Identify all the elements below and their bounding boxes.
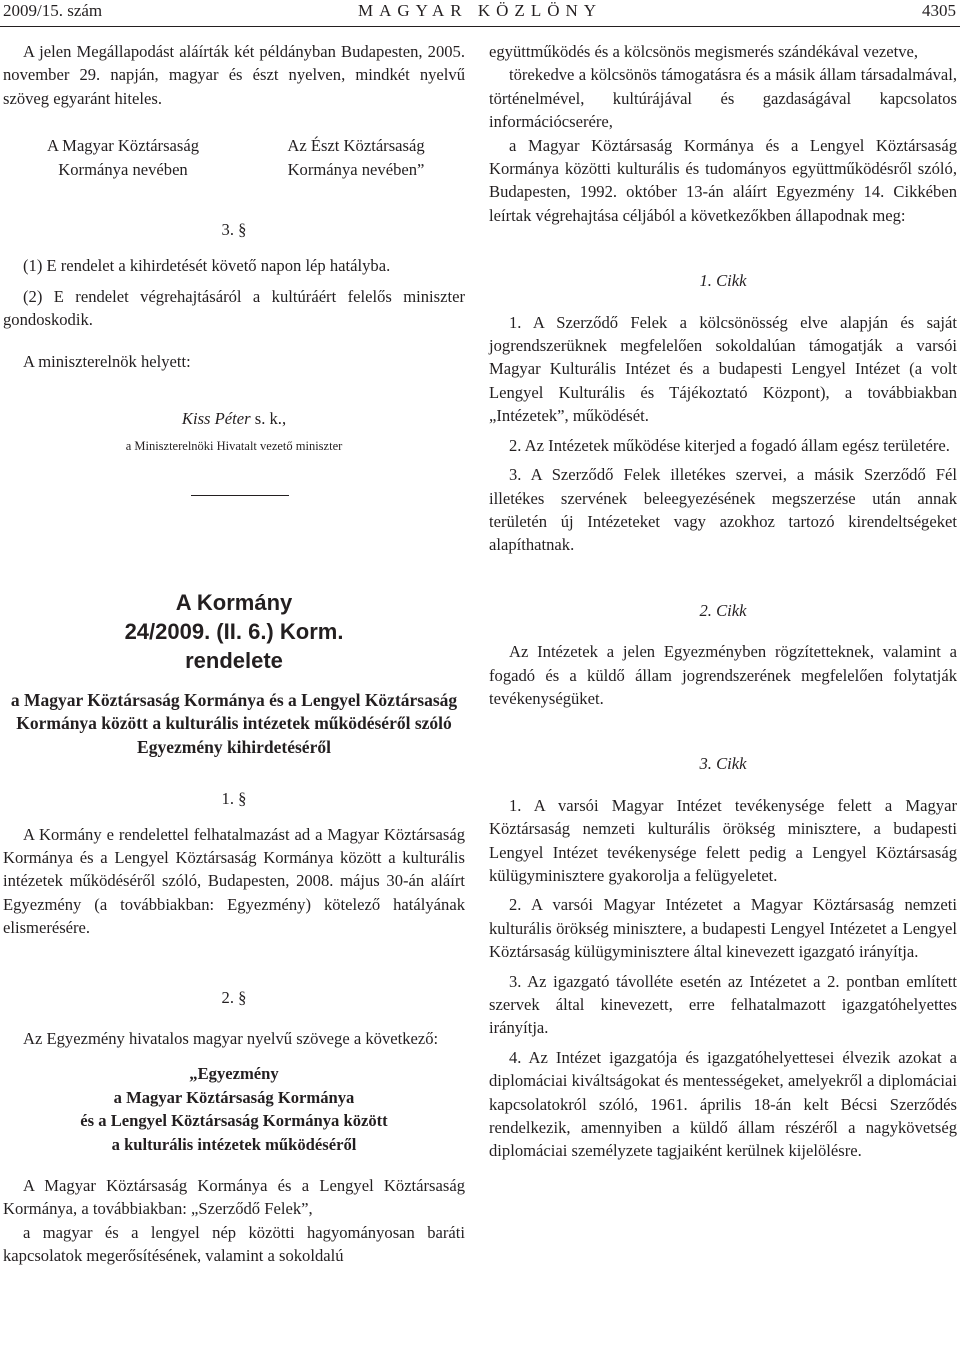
section-3-heading: 3. § — [221, 220, 247, 240]
agreement-title-line3: és a Lengyel Köztársaság Kormánya között — [80, 1111, 388, 1131]
signer-suffix: s. k., — [250, 409, 287, 429]
section-3-paragraph-2: (2) E rendelet végrehajtásáról a kultúráért felelős miniszter gondoskodik. — [3, 287, 465, 330]
journal-title: MAGYAR KÖZLÖNY — [357, 1, 603, 20]
article-3-point-4: 4. Az Intézet igazgatója és igazgatóhelyettesei élvezik azokat a diplomáciai kiváltságokat és mentességeket, amelyekről a diplomáciai kapcsolatokról szóló, 1961. április 18-án kelt Bécsi Szerződés rendelkezik, amennyiben a küldő állam részéről a nagykövetség diplomáciai személyzete tagjaiként kerülnek kijelölésre. — [489, 1047, 957, 1161]
preamble-paragraph-2: a magyar és a lengyel nép közötti hagyományosan baráti kapcsolatok megerősítésének, valamint a sokoldalú — [3, 1222, 465, 1266]
section-1-paragraph: A Kormány e rendelettel felhatalmazást ad a Magyar Köztársaság Kormánya és a Lengyel Köztársaság Kormánya között a kulturális intézetek működéséről szóló, Budapesten, 2008. május 30-án aláírt Egyezmény (a továbbiakban: Egyezmény) kötelező hatályának elismerésére. — [3, 824, 465, 938]
article-1-point-2: 2. Az Intézetek működése kiterjed a fogadó állam egész területére. — [509, 435, 950, 455]
signature-estonia — [251, 134, 461, 181]
section-2-paragraph: Az Egyezmény hivatalos magyar nyelvű szövege a következő: — [23, 1029, 439, 1048]
decree-issuer: A Kormány — [175, 589, 293, 615]
article-3-point-1: 1. A varsói Magyar Intézet tevékenysége felett a Magyar Köztársaság nemzeti kulturális örökség minisztere, a budapesti Lengyel Intézet tevékenysége felett pedig a Lengyel Köztársaság külügyminisztere gyakorolja a felügyeletet. — [489, 795, 957, 885]
agreement-title-line1: „Egyezmény — [189, 1064, 279, 1084]
section-1-heading: 1. § — [221, 789, 247, 809]
agreement-title-line4: a kulturális intézetek működéséről — [111, 1134, 357, 1154]
issue-number: 2009/15. szám — [3, 1, 103, 20]
section-3-paragraph-1: (1) E rendelet a kihirdetését követő napon lép hatályba. — [23, 255, 391, 275]
article-2-paragraph: Az Intézetek a jelen Egyezményben rögzítetteknek, valamint a fogadó és a küldő állam jogrendszerének megfelelően folytatják tevékenységüket. — [489, 642, 957, 708]
deputy-label: A miniszterelnök helyett: — [23, 351, 191, 371]
article-3-heading: 3. Cikk — [699, 754, 747, 774]
continued-paragraph: együttműködés és a kölcsönös megismerés szándékával vezetve, — [489, 42, 918, 61]
article-1-heading: 1. Cikk — [699, 271, 747, 291]
section-2-heading: 2. § — [221, 987, 247, 1007]
preamble-paragraph-3: törekedve a kölcsönös támogatásra és a másik állam társadalmával, történelmével, kultúrájával és gazdaságával kapcsolatos információcserére, — [489, 65, 957, 132]
decree-subject: a Magyar Köztársaság Kormánya és a Lengyel Köztársaság Kormánya között a kulturális intézetek működéséről szóló Egyezmény kihirdetéséről — [10, 689, 458, 757]
signer-title: a Miniszterelnöki Hivatalt vezető miniszter — [125, 438, 343, 453]
signature-estonia-line2: Kormánya nevében” — [287, 159, 425, 179]
article-3-point-2: 2. A varsói Magyar Intézetet a Magyar Köztársaság nemzeti kulturális örökség minisztere, a budapesti Lengyel Intézetet a Lengyel Köztársaság külügyminisztere által kinevezett igazgató irányítja. — [489, 895, 957, 962]
intro-paragraph: A jelen Megállapodást aláírták két példányban Budapesten, 2005. november 29. napján, magyar és észt nyelven, mindkét nyelvű szöveg egyaránt hiteles. — [3, 42, 465, 108]
article-3-point-3: 3. Az igazgató távolléte esetén az Intézetet a 2. pontban említett szervek által kinevezett, erre felhatalmazott igazgatóhelyettes irányítja. — [489, 971, 957, 1038]
signature-estonia-line1: Az Észt Köztársaság — [287, 136, 425, 156]
preamble-paragraph-4: a Magyar Köztársaság Kormánya és a Lengyel Köztársaság Kormánya közötti kulturális és tudományos együttműködésről szóló, Budapesten, 1992. október 13-án aláírt Egyezmény 14. Cikkében leírtak végrehajtása céljából a következőkben állapodnak meg: — [489, 135, 957, 225]
page-number: 4305 — [922, 1, 956, 20]
agreement-title-line2: a Magyar Köztársaság Kormánya — [113, 1087, 355, 1107]
signature-hungary-line1: A Magyar Köztársaság — [46, 136, 200, 156]
article-1-point-3: 3. A Szerződő Felek illetékes szervei, a másik Szerződő Fél illetékes szervének beleegyezésének megszerzése után annak területén új Intézeteket vagy azokhoz tartozó kirendeltségeket alapíthatnak. — [489, 465, 957, 555]
separator-rule — [191, 495, 289, 496]
right-column — [489, 40, 957, 1163]
left-column — [3, 40, 465, 1268]
decree-word: rendelete — [185, 647, 283, 673]
signature-hungary — [23, 134, 223, 181]
signer-name: Kiss Péter — [181, 409, 251, 429]
decree-number: 24/2009. (II. 6.) Korm. — [124, 618, 344, 644]
signer — [3, 407, 465, 430]
article-1-point-1: 1. A Szerződő Felek a kölcsönösség elve alapján és saját jogrendszerüknek megfelelően sokoldalúan támogatják a varsói Magyar Kulturális Intézet és a budapesti Lengyel Intézet (a volt Lengyel Kulturális és Tájékoztató Központ), a továbbiakban „Intézetek”, működését. — [489, 312, 957, 426]
agreement-title — [3, 1062, 465, 1156]
page-header — [0, 0, 960, 27]
article-2-heading: 2. Cikk — [699, 600, 747, 620]
preamble-paragraph-1: A Magyar Köztársaság Kormánya és a Lengyel Köztársaság Kormánya, a továbbiakban: „Szerződő Felek”, — [3, 1176, 465, 1219]
signature-hungary-line2: Kormánya nevében — [58, 159, 188, 179]
signature-block — [3, 134, 465, 184]
